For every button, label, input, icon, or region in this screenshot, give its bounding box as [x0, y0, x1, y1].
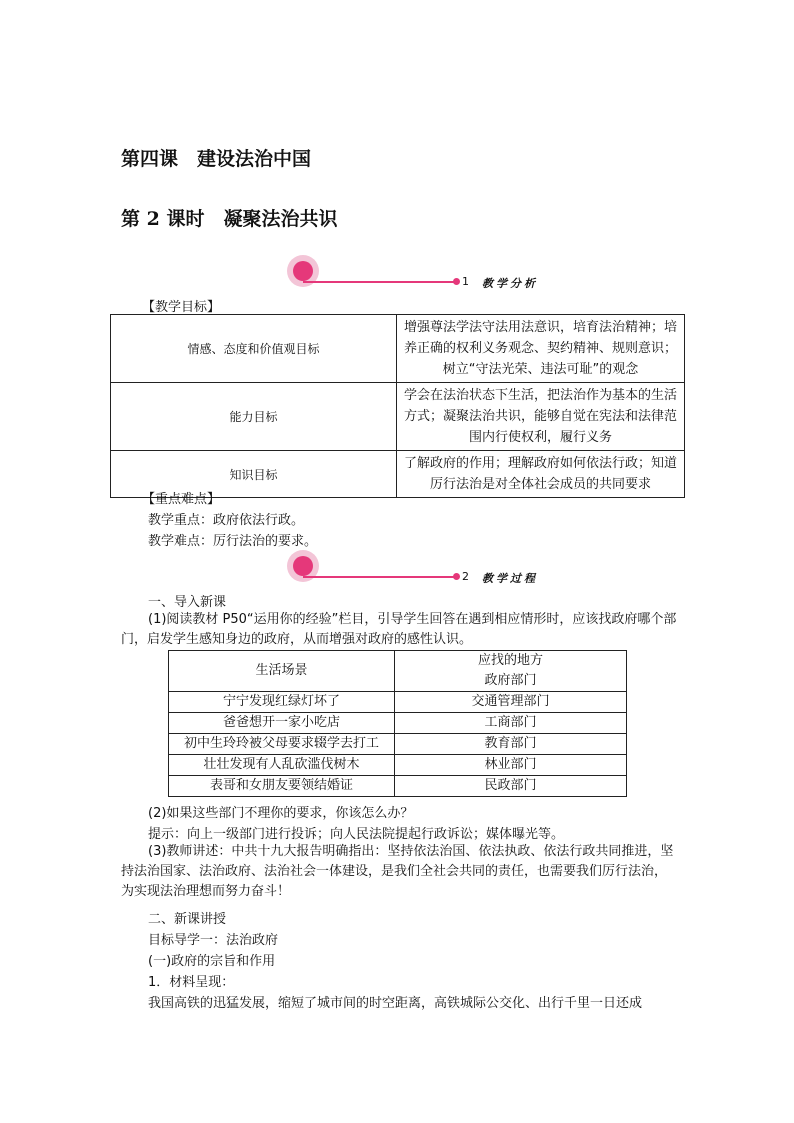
table-row [169, 713, 627, 734]
dept-cell: 民政部门 [395, 776, 627, 797]
difficult-point: 教学难点：厉行法治的要求。 [148, 534, 318, 549]
lesson-title: 第四课 建设法治中国 [121, 148, 312, 170]
table-row [169, 776, 627, 797]
column-header: 应找的地方 政府部门 [395, 651, 627, 692]
dept-cell: 教育部门 [395, 734, 627, 755]
material-heading: 1．材料呈现： [148, 975, 235, 990]
goal-text: 学会在法治状态下生活，把法治作为基本的生活方式；凝聚法治共识，能够自觉在宪法和法律范围内行使权利，履行义务 [397, 383, 685, 451]
sub-heading: (一)政府的宗旨和作用 [148, 954, 276, 969]
dept-cell: 交通管理部门 [395, 692, 627, 713]
table-row [111, 383, 685, 451]
section-title: 教学过程 [482, 572, 538, 585]
intro-statement: (3)教师讲述：中共十九大报告明确指出：坚持依法治国、依法执政、依法行政共同推进，坚持法治国家、法治政府、法治社会一体建设，是我们全社会共同的责任，也需要我们厉行法治，为实现法治理想而努力奋斗！ [121, 844, 674, 899]
new-lesson-heading: 二、新课讲授 [148, 912, 227, 927]
table-row [169, 734, 627, 755]
goal-name: 知识目标 [111, 451, 397, 498]
intro-hint: 提示：向上一级部门进行投诉；向人民法院提起行政诉讼；媒体曝光等。 [148, 827, 565, 842]
scene-cell: 表哥和女朋友要领结婚证 [169, 776, 395, 797]
table-row [169, 692, 627, 713]
goal-text: 了解政府的作用；理解政府如何依法行政；知道厉行法治是对全体社会成员的共同要求 [397, 451, 685, 498]
intro-paragraph: (1)阅读教材 P50“运用你的经验”栏目，引导学生回答在遇到相应情形时，应该找政府哪个部门，启发学生感知身边的政府，从而增强对政府的感性认识。 [121, 612, 677, 647]
goal-name: 情感、态度和价值观目标 [111, 315, 397, 383]
key-point: 教学重点：政府依法行政。 [148, 513, 305, 528]
goals-table [110, 314, 685, 498]
goal-name: 能力目标 [111, 383, 397, 451]
scene-cell: 初中生玲玲被父母要求辍学去打工 [169, 734, 395, 755]
goal-text: 增强尊法学法守法用法意识，培育法治精神；培养正确的权利义务观念、契约精神、规则意识；树立“守法光荣、违法可耻”的观念 [397, 315, 685, 383]
scene-cell: 宁宁发现红绿灯坏了 [169, 692, 395, 713]
material-text: 我国高铁的迅猛发展，缩短了城市间的时空距离，高铁城际公交化、出行千里一日还成 [148, 996, 643, 1011]
column-header: 生活场景 [169, 651, 395, 692]
table-row [111, 315, 685, 383]
section-number: 2 [462, 570, 469, 583]
intro-heading: 一、导入新课 [148, 595, 227, 610]
key-label: 【重点难点】 [142, 492, 221, 507]
section-number: 1 [462, 275, 469, 288]
table-row [169, 755, 627, 776]
period-title: 第 2 课时 凝聚法治共识 [121, 208, 338, 230]
dept-cell: 林业部门 [395, 755, 627, 776]
goals-label: 【教学目标】 [142, 300, 221, 315]
section-banner-analysis [287, 255, 587, 289]
table-row [169, 651, 627, 692]
dept-cell: 工商部门 [395, 713, 627, 734]
intro-question: (2)如果这些部门不理你的要求，你该怎么办？ [148, 806, 414, 821]
goal-guide: 目标导学一：法治政府 [148, 933, 279, 948]
scene-table [168, 650, 627, 797]
scene-cell: 爸爸想开一家小吃店 [169, 713, 395, 734]
section-title: 教学分析 [482, 277, 538, 290]
scene-cell: 壮壮发现有人乱砍滥伐树木 [169, 755, 395, 776]
section-banner-process [287, 550, 587, 584]
